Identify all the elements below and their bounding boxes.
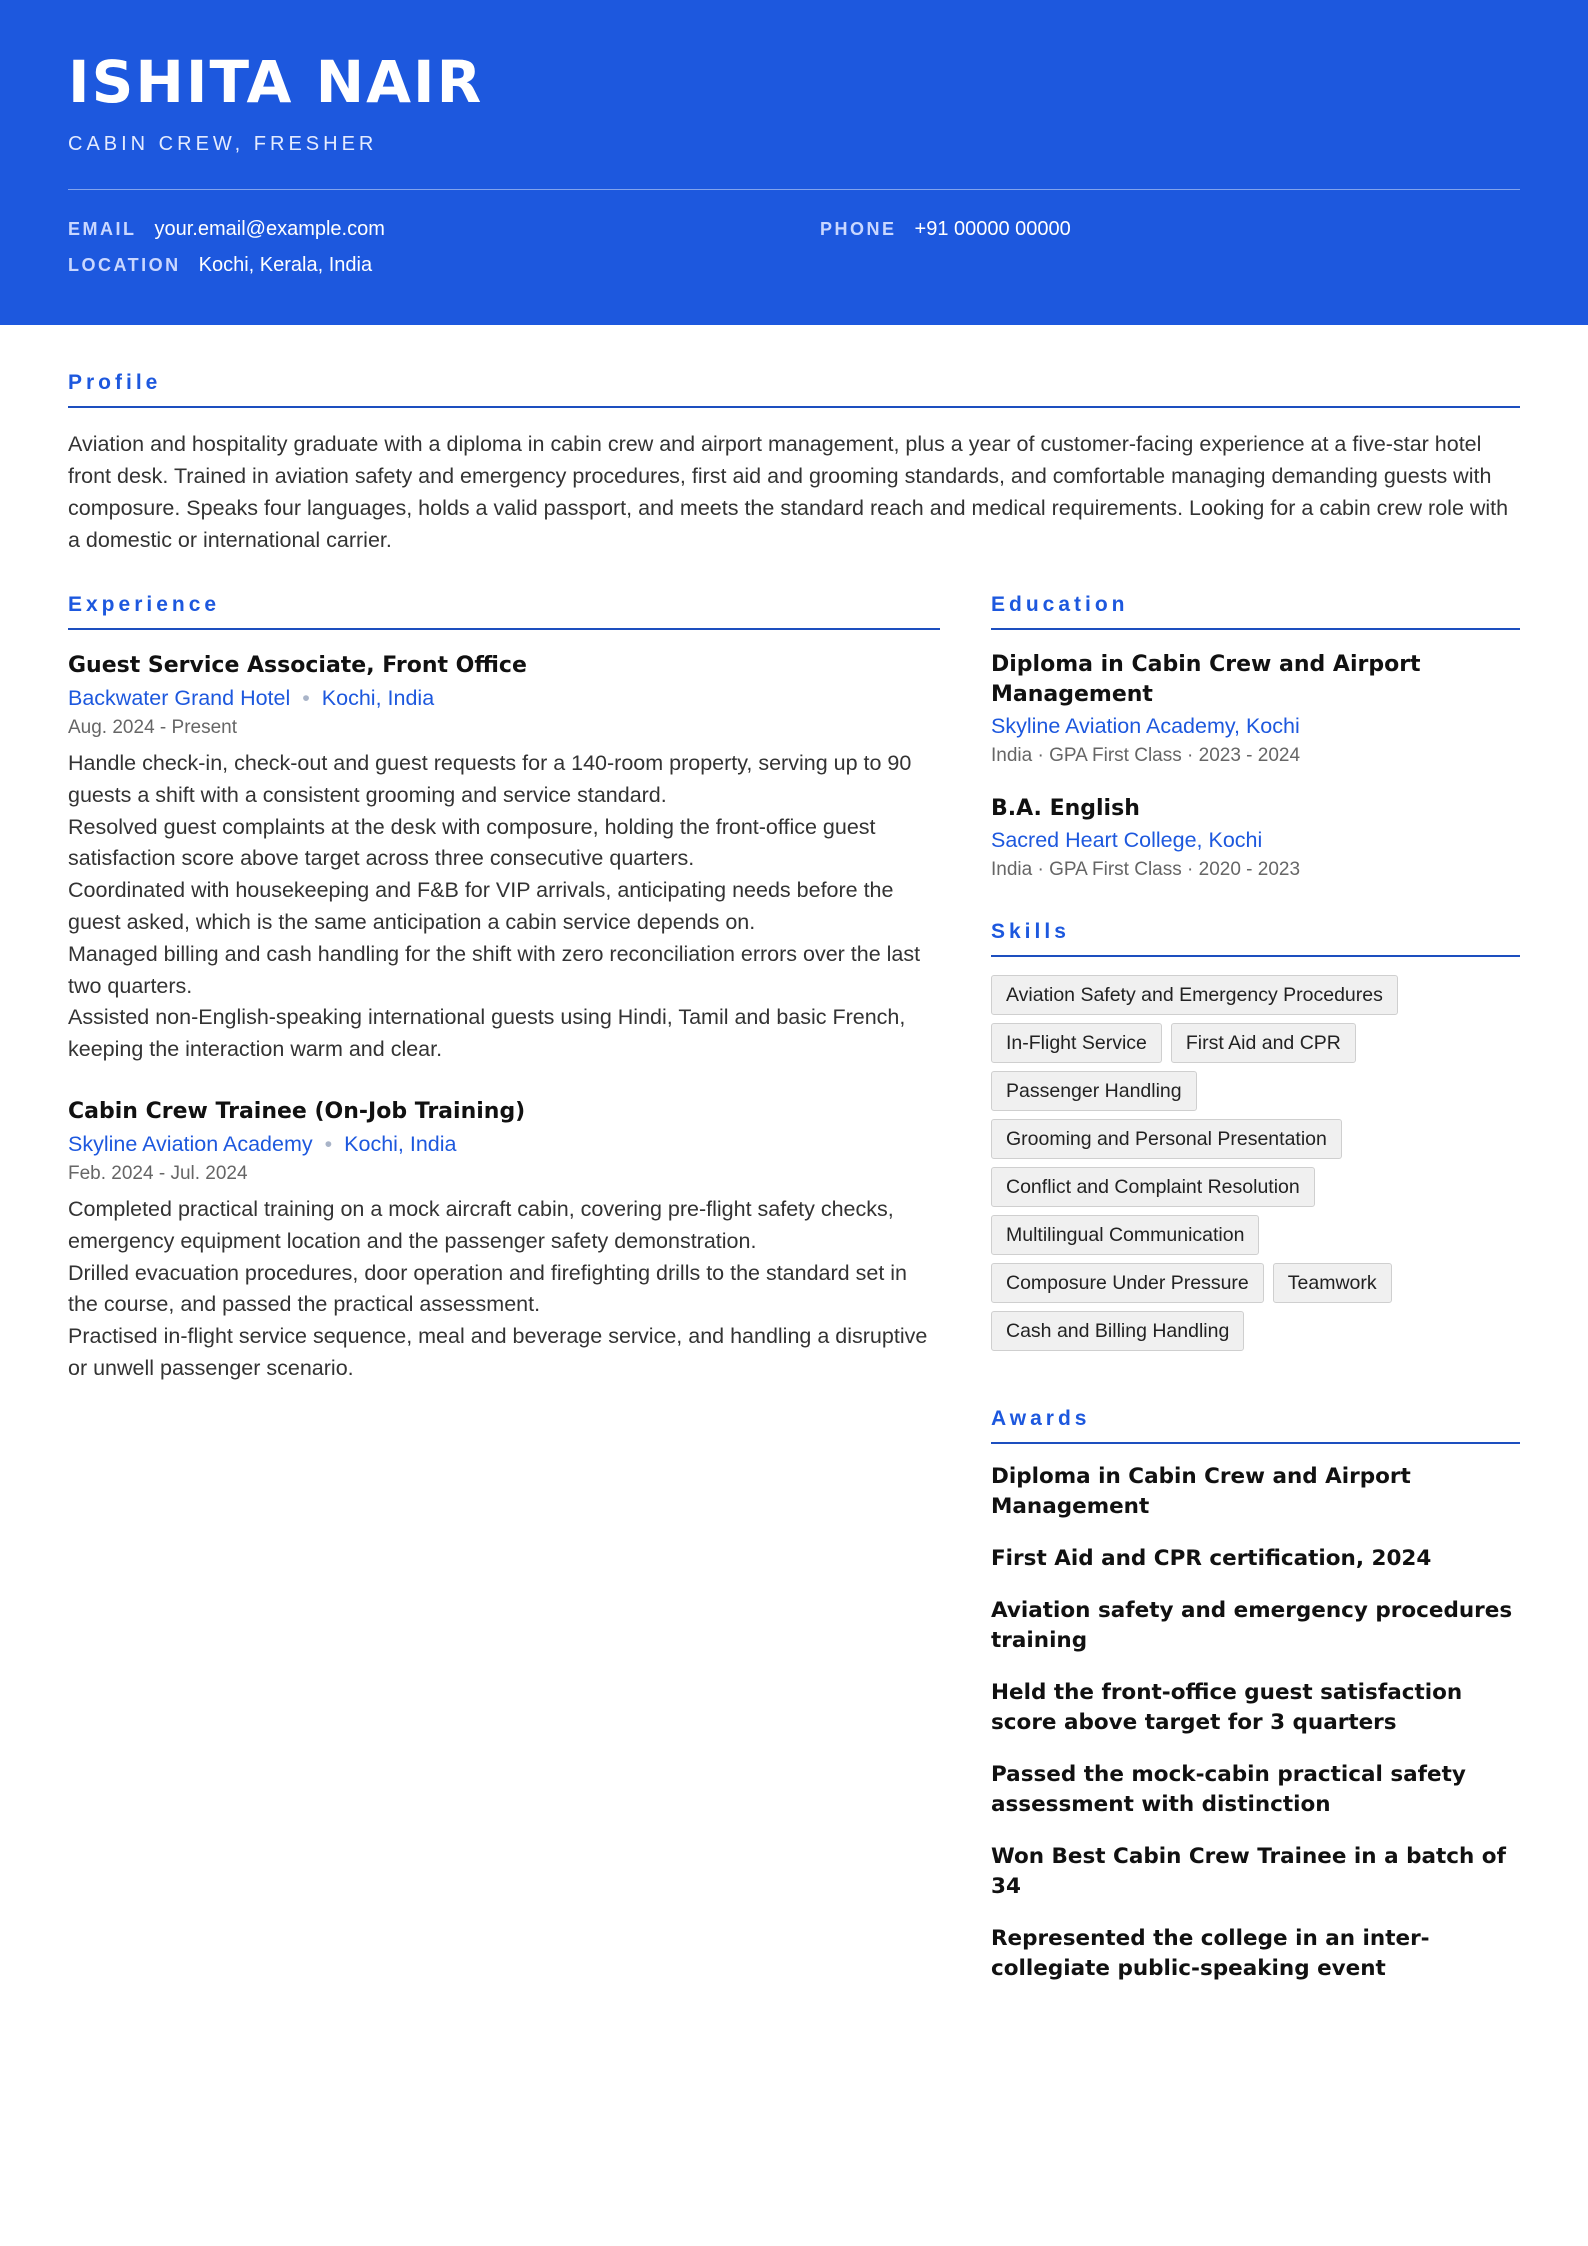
contact-location <box>68 254 372 277</box>
award-item: Diploma in Cabin Crew and Airport Management <box>991 1464 1411 1519</box>
job-dates: Feb. 2024 - Jul. 2024 <box>68 1162 248 1184</box>
candidate-role: CABIN CREW, FRESHER <box>68 133 378 155</box>
awards-section <box>991 1407 1520 1984</box>
skill-chip: First Aid and CPR <box>1171 1023 1356 1063</box>
skill-chip: Cash and Billing Handling <box>991 1311 1244 1351</box>
job-location: Kochi, India <box>344 1131 457 1156</box>
skill-chip: Conflict and Complaint Resolution <box>991 1167 1315 1207</box>
job-dates: Aug. 2024 - Present <box>68 717 237 738</box>
education-meta: India · GPA First Class · 2023 - 2024 <box>991 745 1301 766</box>
profile-text: Aviation and hospitality graduate with a diploma in cabin crew and airport management, plus a year of customer-facing experience at a five-star hotel front desk. Trained in aviation safety and emergency procedures, first aid and grooming standards, and comfortable managing demanding guests with composure. Speaks four languages, holds a valid passport, and meets the standard reach and medical requirements. Looking for a cabin crew role with a domestic or international carrier. <box>68 432 1509 552</box>
award-item: Passed the mock-cabin practical safety assessment with distinction <box>991 1762 1466 1817</box>
job-bullet: Drilled evacuation procedures, door operation and firefighting drills to the standard set in the course, and passed the practical assessment. <box>68 1260 907 1317</box>
profile-section <box>68 371 1520 556</box>
skill-chip: Grooming and Personal Presentation <box>991 1119 1342 1159</box>
job-entry <box>68 650 940 1066</box>
job-bullet: Handle check-in, check-out and guest requests for a 140-room property, serving up to 90 guests a shift with a consistent grooming and service standard. <box>68 751 912 807</box>
job-bullet: Coordinated with housekeeping and F&B for VIP arrivals, anticipating needs before the guest asked, which is the same anticipation a cabin service depends on. <box>68 878 894 934</box>
candidate-name: ISHITA NAIR <box>68 48 484 116</box>
skill-chip: Aviation Safety and Emergency Procedures <box>991 975 1398 1015</box>
education-school: Skyline Aviation Academy, Kochi <box>991 714 1300 738</box>
job-company: Skyline Aviation Academy <box>68 1131 313 1156</box>
resume-header <box>0 0 1588 325</box>
education-school: Sacred Heart College, Kochi <box>991 828 1263 852</box>
contact-phone-value[interactable]: +91 00000 00000 <box>914 218 1071 240</box>
experience-heading: Experience <box>68 593 940 630</box>
skill-chip: Passenger Handling <box>991 1071 1197 1111</box>
education-heading: Education <box>991 593 1520 630</box>
education-degree: B.A. English <box>991 796 1140 821</box>
header-divider <box>68 189 1520 190</box>
job-location: Kochi, India <box>321 686 435 710</box>
job-bullets <box>68 748 940 1066</box>
contact-email <box>68 218 385 241</box>
skill-chip: Multilingual Communication <box>991 1215 1259 1255</box>
experience-section <box>68 593 940 1385</box>
education-degree: Diploma in Cabin Crew and Airport Management <box>991 652 1421 707</box>
job-bullet: Completed practical training on a mock aircraft cabin, covering pre-flight safety checks, emergency equipment location and the passenger safety demonstration. <box>68 1196 894 1253</box>
award-item: Won Best Cabin Crew Trainee in a batch of 34 <box>991 1844 1506 1899</box>
job-bullets <box>68 1194 940 1385</box>
award-item: Represented the college in an inter-collegiate public-speaking event <box>991 1926 1430 1981</box>
skills-section <box>991 920 1520 1351</box>
awards-heading: Awards <box>991 1407 1520 1444</box>
contact-location-value: Kochi, Kerala, India <box>198 254 373 276</box>
skills-chip-list <box>991 975 1520 1351</box>
award-item: First Aid and CPR certification, 2024 <box>991 1546 1432 1571</box>
contact-email-value[interactable]: your.email@example.com <box>154 218 385 240</box>
contact-location-label: LOCATION <box>68 255 181 275</box>
sidebar-column <box>991 593 1520 1984</box>
contact-phone-label: PHONE <box>820 219 897 239</box>
job-title: Guest Service Associate, Front Office <box>68 653 527 678</box>
education-entry <box>991 650 1520 770</box>
job-entry <box>68 1096 940 1385</box>
job-bullet: Managed billing and cash handling for the shift with zero reconciliation errors over the last two quarters. <box>68 941 921 998</box>
job-bullet: Practised in-flight service sequence, meal and beverage service, and handling a disruptive or unwell passenger scenario. <box>68 1324 928 1380</box>
skill-chip: Teamwork <box>1273 1263 1392 1303</box>
job-title: Cabin Crew Trainee (On-Job Training) <box>68 1098 526 1124</box>
skills-heading: Skills <box>991 920 1520 957</box>
job-bullet: Resolved guest complaints at the desk with composure, holding the front-office guest satisfaction score above target across three consecutive quarters. <box>68 814 876 871</box>
job-org <box>68 1128 940 1160</box>
profile-heading: Profile <box>68 371 1520 408</box>
contact-phone <box>820 218 1071 241</box>
award-item: Held the front-office guest satisfaction score above target for 3 quarters <box>991 1680 1463 1735</box>
skill-chip: Composure Under Pressure <box>991 1263 1264 1303</box>
award-item: Aviation safety and emergency procedures training <box>991 1598 1513 1653</box>
job-company: Backwater Grand Hotel <box>68 686 291 710</box>
education-entry <box>991 794 1520 884</box>
separator-dot: • <box>302 686 310 710</box>
skill-chip: In-Flight Service <box>991 1023 1162 1063</box>
separator-dot: • <box>324 1131 333 1156</box>
contact-email-label: EMAIL <box>68 219 137 239</box>
education-section <box>991 593 1520 884</box>
job-bullet: Assisted non-English-speaking international guests using Hindi, Tamil and basic French, keeping the interaction warm and clear. <box>68 1005 906 1062</box>
job-org <box>68 682 940 714</box>
education-meta: India · GPA First Class · 2020 - 2023 <box>991 859 1301 880</box>
